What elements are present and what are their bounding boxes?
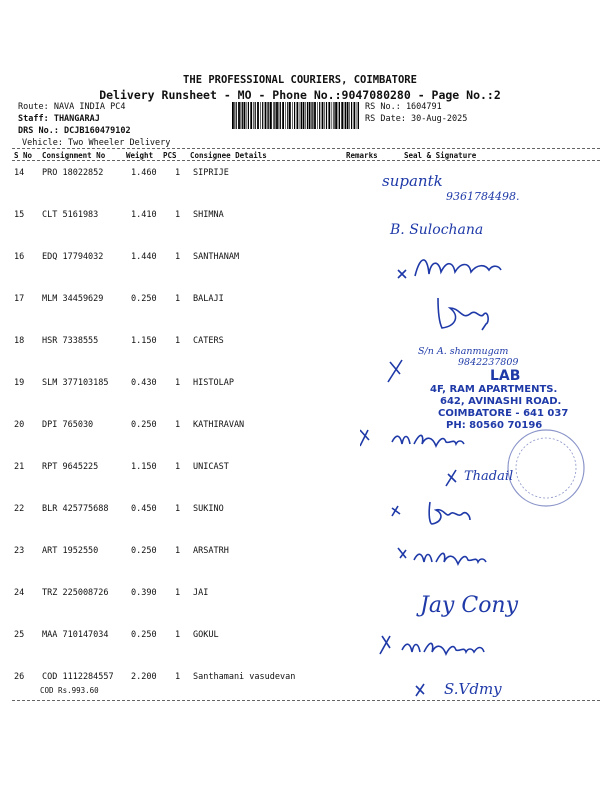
cod-amount: COD Rs.993.60 [40,686,99,695]
cell-sno: 20 [14,420,25,430]
vehicle-label: Vehicle: Two Wheeler Delivery [22,138,171,148]
cell-pcs: 1 [175,672,181,682]
mark-row-26 [416,684,424,696]
stamp-address-1: 4F, RAM APARTMENTS. [430,384,558,395]
signature-row-26: S.Vdmy [444,680,502,698]
cell-consignment: TRZ 225008726 [42,588,109,598]
signature-row-17 [438,298,488,330]
company-title: THE PROFESSIONAL COURIERS, COIMBATORE [183,74,417,86]
cell-weight: 0.250 [131,420,157,430]
cell-sno: 23 [14,546,25,556]
cell-pcs: 1 [175,168,181,178]
mark-row-22 [392,506,400,516]
signature-row-20 [392,435,464,446]
cell-consignment: MLM 34459629 [42,294,104,304]
cell-consignee: GOKUL [193,630,219,640]
cell-sno: 26 [14,672,25,682]
col-weight: Weight [126,151,154,160]
cell-consignee: SUKINO [193,504,224,514]
cell-pcs: 1 [175,420,181,430]
signatures-overlay [360,158,600,718]
staff-label: Staff: THANGARAJ [18,114,100,124]
signature-row-22 [429,502,470,524]
cell-sno: 17 [14,294,25,304]
mark-row-18 [388,360,402,382]
col-consignee: Consignee Details [190,151,267,160]
cell-sno: 24 [14,588,25,598]
cell-pcs: 1 [175,252,181,262]
signature-row-18: S/n A. shanmugam [418,346,509,357]
cell-weight: 0.390 [131,588,157,598]
cell-pcs: 1 [175,588,181,598]
cell-consignee: SHIMNA [193,210,224,220]
cell-consignment: EDQ 17794032 [42,252,104,262]
col-pcs: PCS [163,151,177,160]
cell-sno: 22 [14,504,25,514]
cell-sno: 15 [14,210,25,220]
signature-row-15: B. Sulochana [390,222,484,238]
stamp-address-2: 642, AVINASHI ROAD. [440,396,562,407]
cell-weight: 1.150 [131,462,157,472]
col-seal-signature: Seal & Signature [404,151,477,160]
cell-weight: 1.150 [131,336,157,346]
phone-row-14: 9361784498. [446,190,520,203]
cell-pcs: 1 [175,378,181,388]
stamp-phone: PH: 80560 70196 [446,420,543,431]
cell-consignment: COD 1112284557 [42,672,114,682]
mark-row-20 [360,430,369,446]
round-seal-inner [516,438,576,498]
cell-pcs: 1 [175,294,181,304]
drs-label: DRS No.: DCJB160479102 [18,126,131,136]
cell-sno: 18 [14,336,25,346]
runsheet-title: Delivery Runsheet - MO - Phone No.:9047080280 - Page No.:2 [99,88,501,102]
cell-consignee: BALAJI [193,294,224,304]
cell-consignment: SLM 377103185 [42,378,109,388]
cell-pcs: 1 [175,336,181,346]
cell-consignment: RPT 9645225 [42,462,99,472]
signature-row-16 [398,260,501,278]
cell-pcs: 1 [175,210,181,220]
cell-weight: 0.250 [131,546,157,556]
cell-sno: 25 [14,630,25,640]
signature-row-14: supantk [382,172,443,190]
signature-row-25 [380,636,484,654]
cell-consignee: JAI [193,588,209,598]
cell-consignee: SIPRIJE [193,168,229,178]
cell-consignment: CLT 5161983 [42,210,99,220]
cell-pcs: 1 [175,462,181,472]
cell-consignee: UNICAST [193,462,229,472]
phone-row-18: 9842237809 [458,357,519,368]
rs-date: RS Date: 30-Aug-2025 [365,114,468,124]
round-seal [508,430,584,506]
cell-pcs: 1 [175,504,181,514]
company-stamp [430,368,568,431]
signature-row-21: Thadail [464,469,514,484]
cell-consignment: ART 1952550 [42,546,99,556]
cell-consignment: HSR 7338555 [42,336,99,346]
stamp-name: LAB [490,368,521,384]
cell-sno: 14 [14,168,25,178]
cell-weight: 0.250 [131,630,157,640]
cell-consignee: Santhamani vasudevan [193,672,296,682]
cell-consignee: ARSATRH [193,546,229,556]
cell-weight: 2.200 [131,672,157,682]
cell-consignee: HISTOLAP [193,378,234,388]
cell-weight: 0.250 [131,294,157,304]
cell-weight: 1.460 [131,168,157,178]
cell-consignment: BLR 425775688 [42,504,109,514]
header-top-rule [12,148,600,149]
cell-consignment: DPI 765030 [42,420,94,430]
cell-weight: 1.410 [131,210,157,220]
col-sno: S No [14,151,33,160]
cell-pcs: 1 [175,630,181,640]
cell-consignee: KATHIRAVAN [193,420,245,430]
barcode [232,102,360,129]
cell-pcs: 1 [175,546,181,556]
cell-sno: 16 [14,252,25,262]
cell-sno: 19 [14,378,25,388]
cell-weight: 0.430 [131,378,157,388]
cell-consignee: CATERS [193,336,224,346]
col-consignment: Consignment No [42,151,106,160]
cell-weight: 1.440 [131,252,157,262]
cell-consignee: SANTHANAM [193,252,240,262]
cell-consignment: PRO 18022852 [42,168,104,178]
signature-row-24: Jay Cony [420,593,519,618]
rs-number: RS No.: 1604791 [365,102,442,112]
route-label: Route: NAVA INDIA PC4 [18,102,126,112]
col-remarks: Remarks [346,151,378,160]
cell-consignment: MAA 710147034 [42,630,109,640]
stamp-address-3: COIMBATORE - 641 037 [438,408,569,419]
signature-row-23 [398,548,486,564]
mark-row-21 [446,470,456,486]
cell-sno: 21 [14,462,25,472]
cell-weight: 0.450 [131,504,157,514]
